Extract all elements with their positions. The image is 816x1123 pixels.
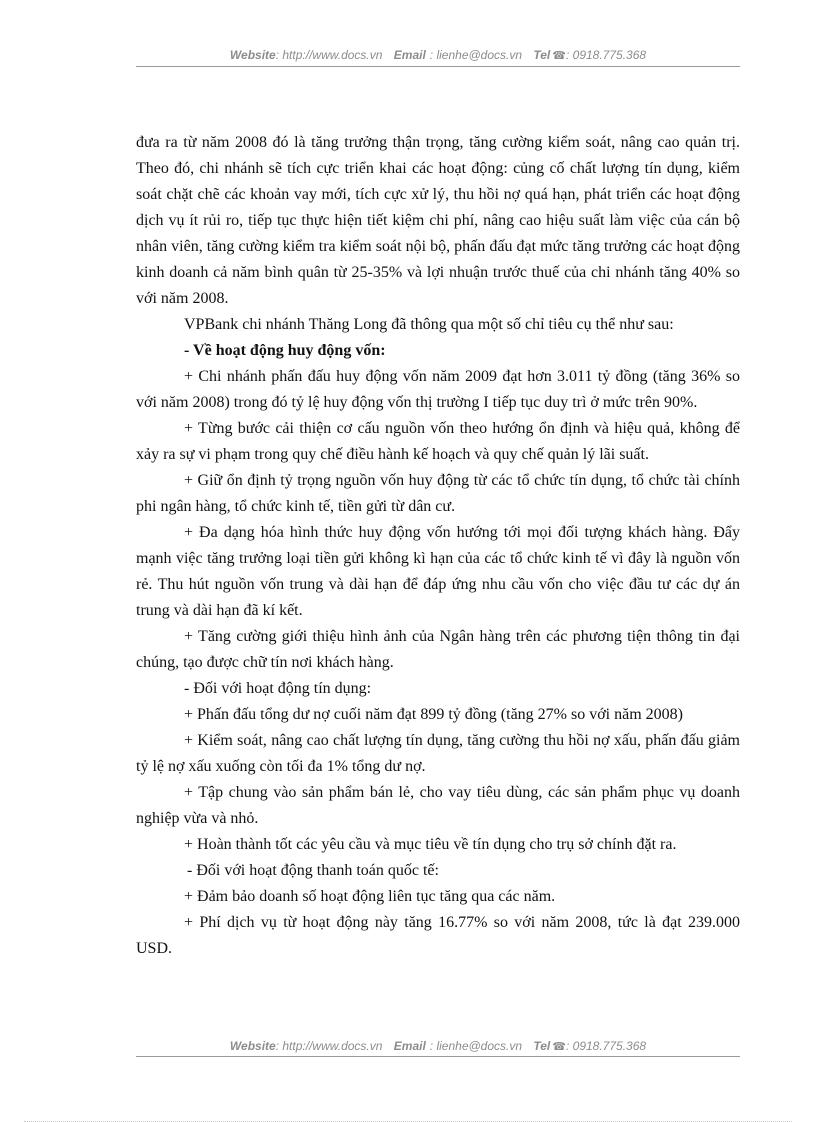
footer-website-value[interactable]: : http://www.docs.vn (275, 1039, 383, 1053)
body-paragraph: + Hoàn thành tốt các yêu cầu và mục tiêu về tín dụng cho trụ sở chính đặt ra. (184, 836, 677, 853)
page-header (136, 48, 740, 62)
body-paragraph: + Từng bước cải thiện cơ cấu nguồn vốn theo hướng ổn định và hiệu quả, không để xảy ra sự vi phạm trong quy chế điều hành kế hoạch và quy chế quản lý lãi suất. (136, 420, 740, 463)
header-tel-label: Tel (533, 48, 551, 62)
footer-tel-label: Tel (533, 1039, 551, 1053)
section-heading-credit: - Đối với hoạt động tín dụng: (184, 680, 372, 697)
page-edge (24, 1121, 792, 1122)
header-website-value[interactable]: : http://www.docs.vn (275, 48, 383, 62)
header-email-value[interactable]: : lienhe@docs.vn (429, 48, 523, 62)
section-heading-capital-mobilization: - Về hoạt động huy động vốn: (184, 342, 386, 359)
body-paragraph: + Kiểm soát, nâng cao chất lượng tín dụng, tăng cường thu hồi nợ xấu, phấn đấu giảm tỷ lệ nợ xấu xuống còn tối đa 1% tổng dư nợ. (136, 732, 740, 775)
phone-icon: ☎ (552, 50, 566, 62)
body-paragraph: + Tập chung vào sản phẩm bán lẻ, cho vay tiêu dùng, các sản phẩm phục vụ doanh nghiệp vừa và nhỏ. (136, 784, 740, 827)
body-paragraph: + Phí dịch vụ từ hoạt động này tăng 16.77% so với năm 2008, tức là đạt 239.000 USD. (136, 914, 740, 957)
phone-icon: ☎ (552, 1041, 566, 1053)
body-paragraph: + Đảm bảo doanh số hoạt động liên tục tăng qua các năm. (184, 888, 556, 905)
body-paragraph: đưa ra từ năm 2008 đó là tăng trưởng thận trọng, tăng cường kiểm soát, nâng cao quản trị. Theo đó, chi nhánh sẽ tích cực triển khai các hoạt động: củng cố chất lượng tín dụng, kiểm soát chặt chẽ các khoản vay mới, tích cực xử lý, thu hồi nợ quá hạn, phát triển các hoạt động dịch vụ ít rủi ro, tiếp tục thực hiện tiết kiệm chi phí, nâng cao hiệu suất làm việc của cán bộ nhân viên, tăng cường kiểm tra kiểm soát nội bộ, phấn đấu đạt mức tăng trưởng các hoạt động kinh doanh cả năm bình quân từ 25-35% và lợi nhuận trước thuế của chi nhánh tăng 40% so với năm 2008. (136, 134, 740, 307)
body-paragraph: + Chi nhánh phấn đấu huy động vốn năm 2009 đạt hơn 3.011 tỷ đồng (tăng 36% so với năm 2008) trong đó tỷ lệ huy động vốn thị trường I tiếp tục duy trì ở mức trên 90%. (136, 368, 740, 411)
header-website-label: Website (229, 48, 276, 62)
footer-email-value[interactable]: : lienhe@docs.vn (429, 1039, 523, 1053)
body-paragraph: + Phấn đấu tổng dư nợ cuối năm đạt 899 tỷ đồng (tăng 27% so với năm 2008) (184, 706, 683, 723)
footer-email-label: Email (393, 1039, 426, 1053)
body-paragraph: + Giữ ổn định tỷ trọng nguồn vốn huy động từ các tổ chức tín dụng, tổ chức tài chính phi ngân hàng, tổ chức kinh tế, tiền gửi từ dân cư. (136, 472, 740, 515)
footer-website-label: Website (229, 1039, 276, 1053)
footer-tel-value: : 0918.775.368 (565, 1039, 647, 1053)
body-paragraph: + Đa dạng hóa hình thức huy động vốn hướng tới mọi đối tượng khách hàng. Đẩy mạnh việc tăng trưởng loại tiền gửi không kì hạn của các tổ chức kinh tế vì đây là nguồn vốn rẻ. Thu hút nguồn vốn trung và dài hạn để đáp ứng nhu cầu vốn cho việc đầu tư các dự án trung và dài hạn đã kí kết. (136, 524, 740, 619)
body-paragraph: VPBank chi nhánh Thăng Long đã thông qua một số chỉ tiêu cụ thể như sau: (184, 316, 674, 333)
header-email-label: Email (393, 48, 426, 62)
page-body (136, 130, 740, 962)
page-footer (136, 1039, 740, 1053)
body-paragraph: + Tăng cường giới thiệu hình ảnh của Ngân hàng trên các phương tiện thông tin đại chúng, tạo được chữ tín nơi khách hàng. (136, 628, 740, 671)
header-tel-value: : 0918.775.368 (565, 48, 647, 62)
footer-divider (136, 1056, 740, 1057)
header-divider (136, 66, 740, 67)
section-heading-international-payment: - Đối với hoạt động thanh toán quốc tế: (187, 862, 439, 879)
